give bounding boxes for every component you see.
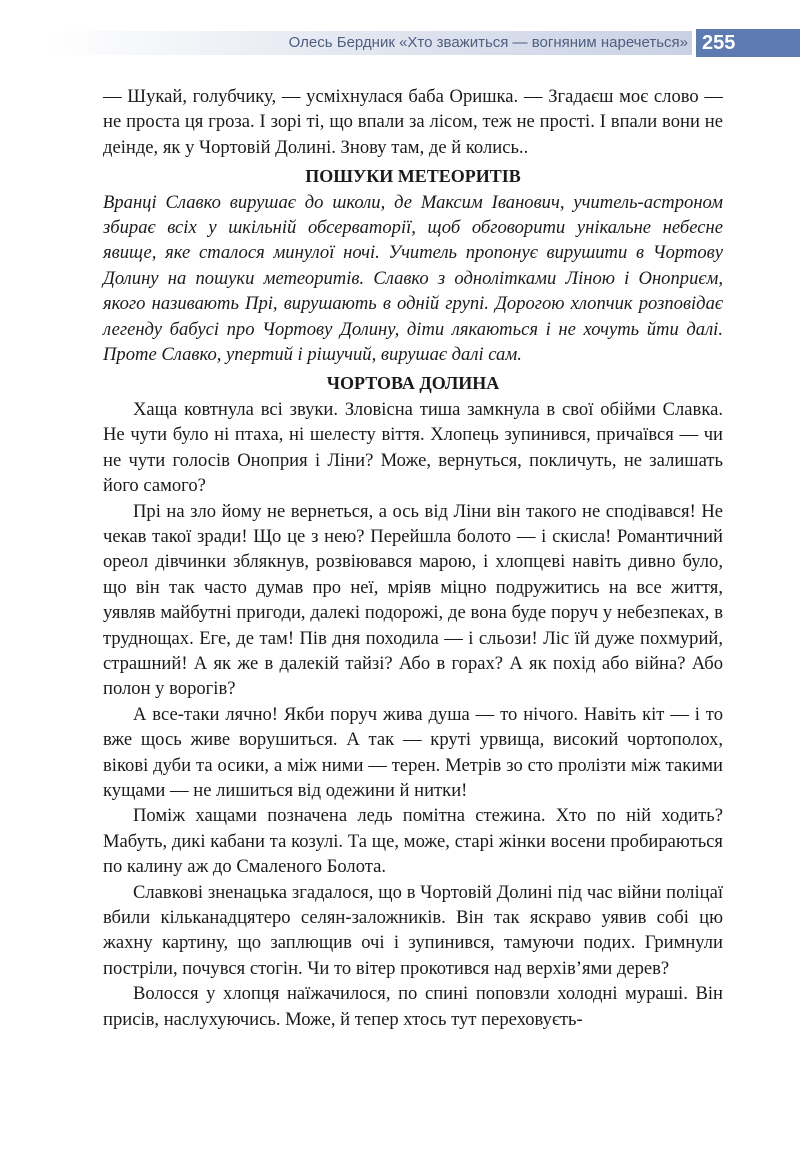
story-paragraph: Волосся у хлопця наїжачилося, по спині поповзли холодні мураші. Він присів, наслухуючись. Може, й тепер хтось тут переховуєть- [103, 983, 723, 1030]
section-summary: Вранці Славко вирушає до школи, де Максим Іванович, учитель-астроном збирає всіх у шкільній обсерваторії, щоб обговорити унікальне небесне явище, яке сталося минулої ночі. Учитель пропонує вирушити в Чортову Долину на пошуки метеоритів. Славко з однолітками Ліною і Оноприєм, якого називають Прі, вирушають в одній групі. Дорогою хлопчик розповідає легенду бабусі про Чортову Долину, діти лякаються і не хочуть йти далі. Проте Славко, упертий і рішучий, вирушає далі сам. [103, 191, 723, 366]
story-paragraph: А все-таки лячно! Якби поруч жива душа — то нічого. Навіть кіт — і то вже щось живе ворушиться. А так — круті урвища, високий чортополох, вікові дуби та осики, а між ними — терен. Метрів зо сто пролізти між такими кущами — не лишиться від одежини й нитки! [103, 703, 723, 801]
story-paragraph: Поміж хащами позначена ледь помітна стежина. Хто по ній ходить? Мабуть, дикі кабани та козулі. Та ще, може, старі жінки восени пробираються по калину аж до Смаленого Болота. [103, 805, 723, 878]
section-heading-meteorites: ПОШУКИ МЕТЕОРИТІВ [305, 166, 521, 187]
page-body [103, 84, 723, 1032]
running-header-title: Олесь Бердник «Хто зважиться — вогняним наречеться» [288, 34, 688, 51]
story-paragraph: Прі на зло йому не вернеться, а ось від Ліни він такого не сподівався! Не чекав такої зради! Що це з нею? Перейшла болото — і скисла! Романтичний ореол дівчинки зблякнув, розвіювався марою, і хлопцеві навіть дивно було, що він так часто думав про неї, мріяв міцно подружитись на все життя, уявляв майбутні пригоди, далекі подорожі, де вона буде поруч у небезпеках, в труднощах. Еге, де там! Пів дня походила — і сльози! Ліс їй дуже похмурий, страшний! А як же в далекій тайзі? Або в горах? А як похід або війна? Або полон у ворогів? [103, 500, 723, 700]
story-paragraph: Хаща ковтнула всі звуки. Зловісна тиша замкнула в свої обійми Славка. Не чути було ні птаха, ні шелесту віття. Хлопець зупинився, причаївся — чи не чути голосів Оноприя і Ліни? Може, вернуться, покличуть, не залишать його самого? [103, 398, 723, 497]
story-paragraph: Славкові зненацька згадалося, що в Чортовій Долині під час війни поліцаї вбили кільканадцятеро селян-заложників. Він так яскраво уявив собі цю жахну картину, що заплющив очі і зупинився, тамуючи подих. Гримнули постріли, почувся стогін. Чи то вітер прокотився над верхів’ями дерев? [103, 881, 723, 979]
page-number: 255 [696, 29, 800, 57]
section-heading-chortova-dolyna: ЧОРТОВА ДОЛИНА [326, 373, 500, 394]
opening-paragraph: — Шукай, голубчику, — усміхнулася баба Оришка. — Згадаєш моє слово — не проста ця гроза. І зорі ті, що впали за лісом, теж не прості. І впали вони не деінде, як у Чортовій Долині. Знову там, де й колись.. [103, 86, 723, 158]
